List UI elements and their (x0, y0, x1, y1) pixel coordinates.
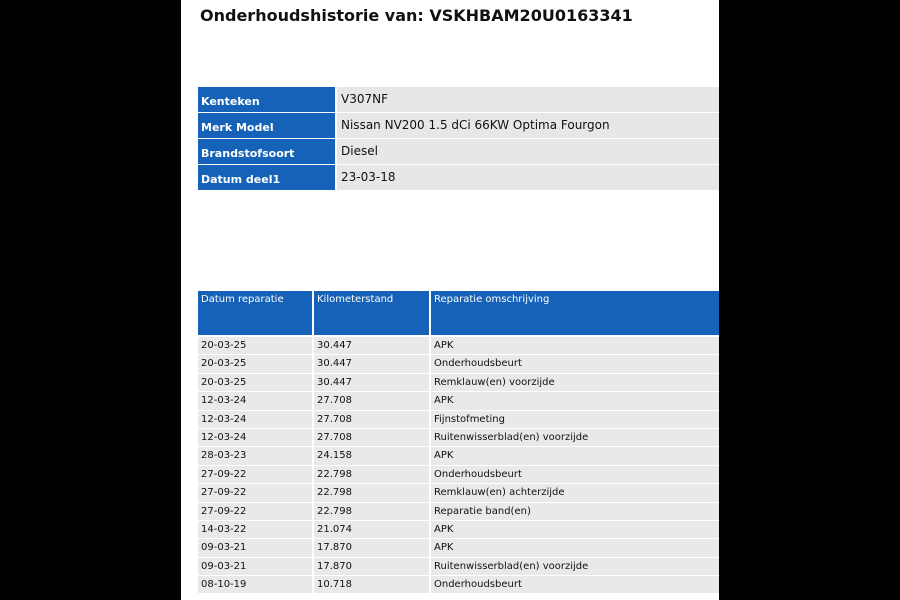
cell-description: APK (434, 542, 454, 554)
cell-mileage: 17.870 (314, 539, 431, 556)
cell-description: Remklauw(en) achterzijde (434, 487, 565, 499)
cell-description: Remklauw(en) voorzijde (434, 376, 555, 388)
cell-date: 27-09-22 (198, 466, 314, 483)
cell-date: 09-03-21 (198, 558, 314, 575)
column-header-mileage: Kilometerstand (314, 291, 431, 335)
table-row (198, 539, 719, 557)
table-row (198, 466, 719, 484)
cell-mileage: 27.708 (314, 411, 431, 428)
repair-history-body (198, 337, 719, 594)
table-row (198, 374, 719, 392)
vehicle-info-label: Datum deel1 (198, 165, 337, 190)
cell-date: 14-03-22 (198, 521, 314, 538)
table-row (198, 521, 719, 539)
cell-date: 27-09-22 (198, 503, 314, 520)
cell-description: Onderhoudsbeurt (434, 468, 522, 480)
cell-description: Ruitenwisserblad(en) voorzijde (434, 560, 589, 572)
cell-description: APK (434, 395, 454, 407)
vehicle-info-row (198, 87, 719, 113)
table-row (198, 576, 719, 594)
cell-description: Ruitenwisserblad(en) voorzijde (434, 431, 589, 443)
vehicle-info-label: Merk Model (198, 113, 337, 138)
cell-mileage: 30.447 (314, 374, 431, 391)
cell-date: 20-03-25 (198, 374, 314, 391)
cell-date: 27-09-22 (198, 484, 314, 501)
cell-description: APK (434, 340, 454, 351)
table-row (198, 411, 719, 429)
cell-date: 28-03-23 (198, 447, 314, 464)
table-row (198, 558, 719, 576)
column-header-description: Reparatie omschrijving (434, 294, 550, 305)
vehicle-info-row (198, 139, 719, 165)
table-row (198, 484, 719, 502)
column-header-date: Datum reparatie (198, 291, 314, 335)
table-row (198, 337, 719, 355)
cell-mileage: 30.447 (314, 337, 431, 354)
cell-mileage: 22.798 (314, 503, 431, 520)
cell-mileage: 24.158 (314, 447, 431, 464)
cell-description: Onderhoudsbeurt (434, 358, 522, 370)
vehicle-info-value: V307NF (337, 87, 719, 112)
cell-description: Reparatie band(en) (434, 505, 531, 517)
vehicle-info-table (198, 87, 719, 191)
cell-mileage: 10.718 (314, 576, 431, 593)
vehicle-info-value: Nissan NV200 1.5 dCi 66KW Optima Fourgon (337, 113, 719, 138)
table-row (198, 447, 719, 465)
cell-mileage: 27.708 (314, 429, 431, 446)
cell-date: 12-03-24 (198, 429, 314, 446)
cell-description: Fijnstofmeting (434, 413, 505, 425)
vehicle-info-value: Diesel (337, 139, 719, 164)
vehicle-info-value: 23-03-18 (337, 165, 719, 190)
table-row (198, 503, 719, 521)
table-row (198, 355, 719, 373)
cell-mileage: 17.870 (314, 558, 431, 575)
table-row (198, 392, 719, 410)
repair-history-header (198, 291, 719, 335)
vehicle-info-label: Brandstofsoort (198, 139, 337, 164)
document-title: Onderhoudshistorie van: VSKHBAM20U0163341 (200, 6, 633, 25)
vehicle-info-label: Kenteken (198, 87, 337, 112)
repair-history-table (198, 291, 719, 594)
cell-description: Onderhoudsbeurt (434, 579, 522, 591)
cell-date: 20-03-25 (198, 337, 314, 354)
cell-description: APK (434, 523, 454, 535)
cell-mileage: 27.708 (314, 392, 431, 409)
cell-date: 09-03-21 (198, 539, 314, 556)
cell-mileage: 30.447 (314, 355, 431, 372)
cell-date: 12-03-24 (198, 411, 314, 428)
cell-mileage: 22.798 (314, 466, 431, 483)
vehicle-info-row (198, 113, 719, 139)
cell-date: 12-03-24 (198, 392, 314, 409)
cell-mileage: 21.074 (314, 521, 431, 538)
cell-description: APK (434, 450, 454, 462)
table-row (198, 429, 719, 447)
cell-date: 20-03-25 (198, 355, 314, 372)
vehicle-info-row (198, 165, 719, 191)
cell-mileage: 22.798 (314, 484, 431, 501)
document-page (181, 0, 719, 600)
cell-date: 08-10-19 (198, 576, 314, 593)
